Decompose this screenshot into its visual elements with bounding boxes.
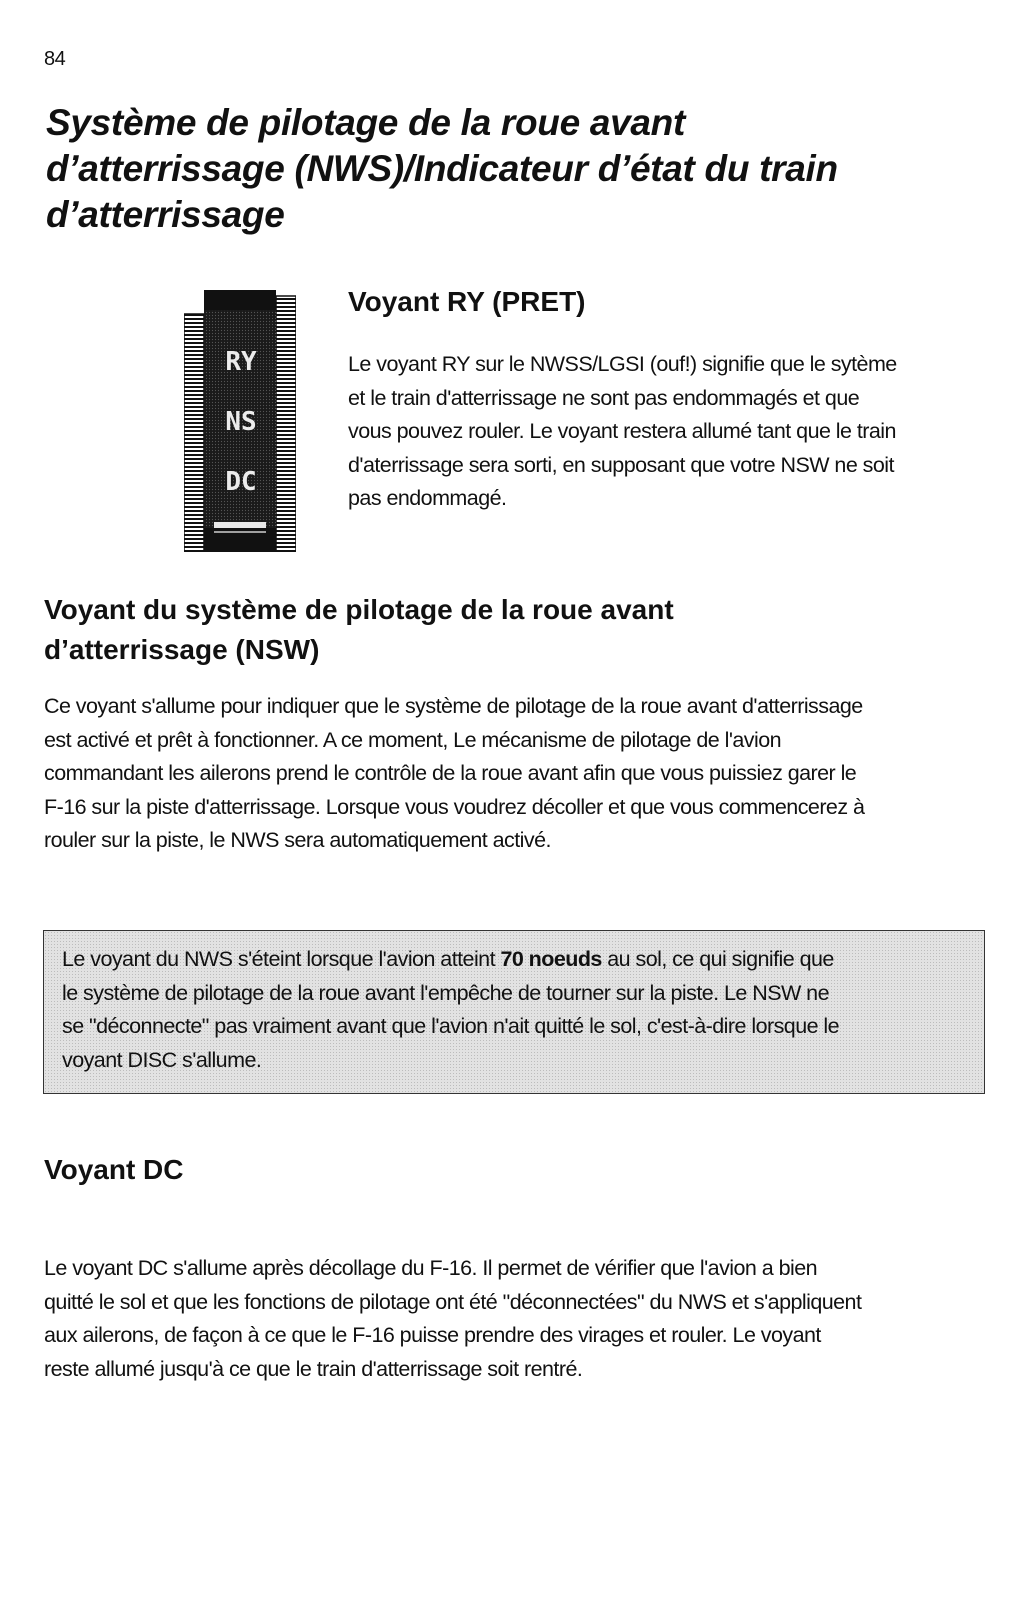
- body-line: pas endommagé.: [348, 486, 507, 510]
- section-heading-dc: Voyant DC: [44, 1154, 184, 1185]
- note-line: Le voyant du NWS s'éteint lorsque l'avion atteint 70 noeuds au sol, ce qui signifie que: [62, 947, 834, 971]
- page-title: [46, 100, 986, 238]
- body-line: quitté le sol et que les fonctions de pilotage ont été "déconnectées" du NWS et s'appliquent: [44, 1289, 862, 1314]
- body-line: aux ailerons, de façon à ce que le F-16 puisse prendre des virages et rouler. Le voyant: [44, 1323, 821, 1347]
- heading-line: d’atterrissage (NSW): [44, 634, 320, 665]
- heading-line: Voyant du système de pilotage de la roue avant: [44, 594, 674, 625]
- section-heading-nsw: [44, 590, 674, 670]
- section-ry-body: [348, 348, 897, 516]
- body-line: rouler sur la piste, le NWS sera automatiquement activé.: [44, 828, 551, 852]
- body-line: reste allumé jusqu'à ce que le train d'atterrissage soit rentré.: [44, 1356, 583, 1381]
- section-nsw-body: [44, 690, 864, 858]
- lamp-dc-label: DC: [225, 467, 257, 497]
- panel-left-bezel: [184, 314, 204, 552]
- note-text: [62, 943, 839, 1077]
- panel-bottom-strip: [214, 522, 266, 528]
- section-dc-body: [44, 1252, 861, 1386]
- note-line: le système de pilotage de la roue avant l'empêche de tourner sur la piste. Le NSW ne: [62, 980, 830, 1005]
- body-line: Le voyant RY sur le NWSS/LGSI (ouf!) signifie que le sytème: [348, 352, 897, 376]
- lamp-ns-label: NS: [225, 407, 257, 437]
- note-line: se "déconnecte" pas vraiment avant que l'avion n'ait quitté le sol, c'est-à-dire lorsque le: [62, 1014, 840, 1038]
- note-line: voyant DISC s'allume.: [62, 1047, 262, 1072]
- body-line: commandant les ailerons prend le contrôle de la roue avant afin que vous puissiez garer le: [44, 761, 857, 785]
- body-line: et le train d'atterrissage ne sont pas endommagés et que: [348, 385, 860, 410]
- body-line: F-16 sur la piste d'atterrissage. Lorsque vous voudrez décoller et que vous commencerez à: [44, 794, 865, 819]
- panel-right-bezel: [276, 296, 296, 552]
- lamp-ry-label: RY: [225, 347, 257, 377]
- body-line: d'aterrissage sera sorti, en supposant que votre NSW ne soit: [348, 452, 894, 477]
- section-heading-ry: Voyant RY (PRET): [348, 286, 586, 317]
- body-line: est activé et prêt à fonctionner. A ce moment, Le mécanisme de pilotage de l'avion: [44, 727, 782, 752]
- panel-top-cap: [204, 290, 276, 312]
- title-line: d’atterrissage (NWS)/Indicateur d’état du train: [46, 148, 838, 189]
- page-number: 84: [44, 48, 66, 70]
- body-line: Ce voyant s'allume pour indiquer que le système de pilotage de la roue avant d'atterrissage: [44, 694, 863, 718]
- body-line: vous pouvez rouler. Le voyant restera allumé tant que le train: [348, 419, 896, 443]
- note-emphasis-speed: 70 noeuds: [500, 947, 602, 971]
- note-box: [43, 930, 985, 1094]
- title-line: d’atterrissage: [46, 194, 285, 235]
- nwss-lgsi-panel-illustration: [184, 290, 296, 552]
- title-line: Système de pilotage de la roue avant: [46, 102, 685, 143]
- body-line: Le voyant DC s'allume après décollage du F-16. Il permet de vérifier que l'avion a bien: [44, 1256, 818, 1280]
